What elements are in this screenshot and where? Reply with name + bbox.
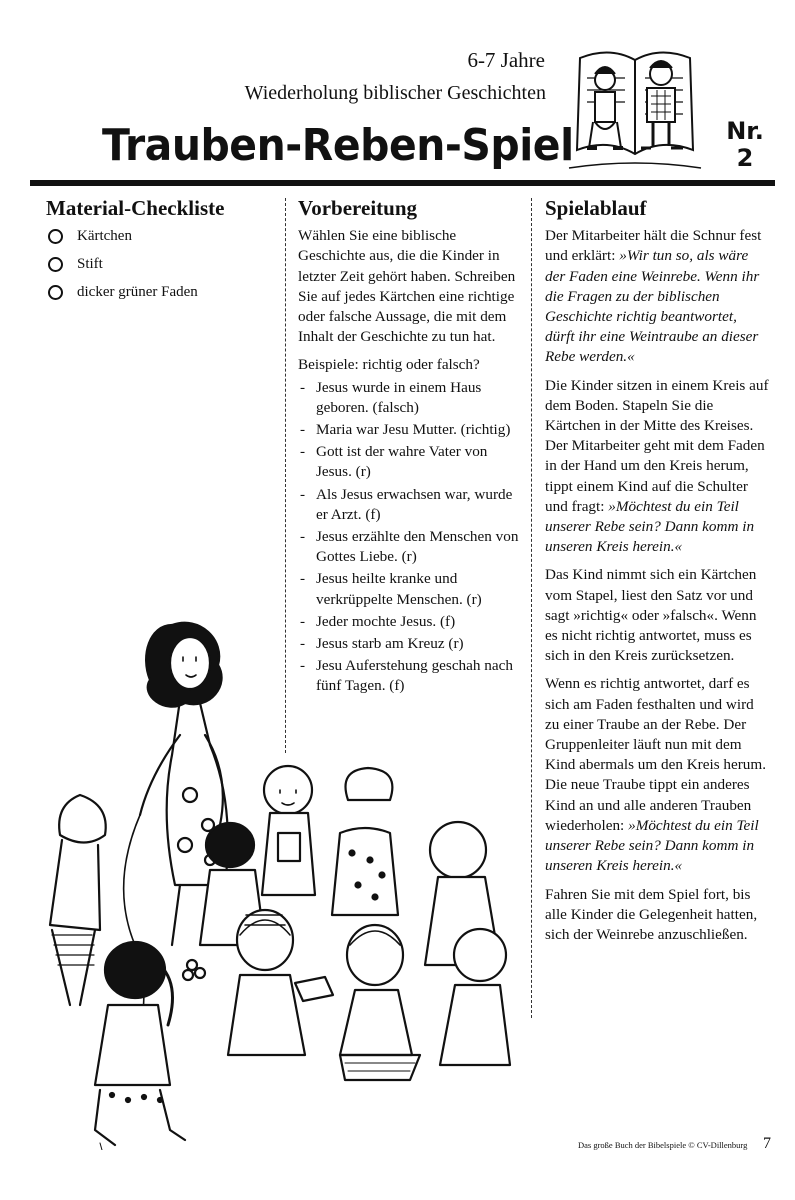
checkbox-circle-icon (48, 257, 63, 272)
example-item: - Jesu Auferstehung geschah nach fünf Tagen. (f) (298, 656, 523, 696)
material-item: Stift (46, 254, 276, 274)
material-list (46, 226, 276, 302)
spielablauf-paragraph-2: Die Kinder sitzen in einem Kreis auf dem Boden. Stapeln Sie die Kärtchen in der Mitte des Kreises. Der Mitarbeiter geht mit dem Faden in der Hand um den Kreis herum, tippt einem Kind auf die Schulter und fragt: »Möchtest du ein Teil unserer Rebe sein? Dann komm in unseren Kreis herein.« (545, 376, 769, 556)
spielablauf-paragraph-1: Der Mitarbeiter hält die Schnur fest und erklärt: »Wir tun so, als wäre der Faden eine Weinrebe. Wenn ihr die Fragen zu der biblischen Geschichte richtig beantwortet, dürft ihr eine Weintraube an dieser Rebe werden.« (545, 227, 762, 366)
material-heading: Material-Checkliste (46, 196, 225, 220)
checkbox-circle-icon (48, 229, 63, 244)
subtitle: Wiederholung biblischer Geschichten (244, 82, 546, 104)
spielablauf-paragraph-3: Das Kind nimmt sich ein Kärtchen vom Stapel, liest den Satz vor und sagt »richtig« oder »falsch«. Wenn es nicht richtig antwortet, muss es sich in den Kreis zurücksetzen. (545, 566, 757, 665)
checkbox-circle-icon (48, 285, 63, 300)
page-number: 7 (763, 1135, 771, 1152)
page-title: Trauben-Reben-Spiel (102, 120, 574, 171)
game-number (722, 118, 768, 172)
column-separator-2 (531, 198, 532, 1018)
vorbereitung-heading: Vorbereitung (298, 196, 418, 220)
example-item: - Jesus erzählte den Menschen von Gottes Liebe. (r) (298, 527, 523, 567)
example-item: - Jesus heilte kranke und verkrüppelte Menschen. (r) (298, 569, 523, 609)
footer-credit: Das große Buch der Bibelspiele © CV-Dillenburg (578, 1140, 748, 1150)
example-item: - Jeder mochte Jesus. (f) (298, 612, 523, 632)
spielablauf-paragraph-5: Fahren Sie mit dem Spiel fort, bis alle Kinder die Gelegenheit hatten, sich der Weinrebe anzuschließen. (545, 885, 758, 943)
examples-label: Beispiele: richtig oder falsch? (298, 356, 480, 374)
material-item: dicker grüner Faden (46, 282, 276, 302)
material-item: Kärtchen (46, 226, 276, 246)
example-item: - Jesus wurde in einem Haus geboren. (falsch) (298, 378, 523, 418)
vorbereitung-intro: Wählen Sie eine biblische Geschichte aus, die die Kinder in letzter Zeit gehört haben. Schreiben Sie auf jedes Kärtchen eine richtige oder falsche Aussage, die mit dem Inhalt der Geschichte zu tun hat. (298, 227, 516, 346)
nr-value: 2 (736, 144, 754, 172)
example-item: - Als Jesus erwachsen war, wurde er Arzt. (f) (298, 485, 523, 525)
spielablauf-paragraph-4: Wenn es richtig antwortet, darf es sich am Faden festhalten und wird zu einer Traube an der Rebe. Der Gruppenleiter läuft nun mit dem Kind abermals um den Kreis herum. Die neue Traube tippt ein anderes Kind an und alle anderen Trauben wiederholen: »Möchtest du ein Teil unserer Rebe sein? Dann komm in unseren Kreis herein.« (545, 675, 767, 875)
children-book-illustration (565, 38, 705, 178)
spielablauf-heading: Spielablauf (545, 196, 647, 220)
material-section (46, 198, 276, 310)
example-item: - Maria war Jesu Mutter. (richtig) (298, 420, 523, 440)
example-item: - Gott ist der wahre Vater von Jesus. (r) (298, 442, 523, 482)
children-circle-illustration (40, 585, 520, 1150)
spielablauf-section (545, 198, 770, 953)
example-item: - Jesus starb am Kreuz (r) (298, 634, 523, 654)
nr-label: Nr. (726, 117, 764, 145)
header-rule (30, 180, 775, 186)
age-range: 6-7 Jahre (467, 48, 545, 72)
